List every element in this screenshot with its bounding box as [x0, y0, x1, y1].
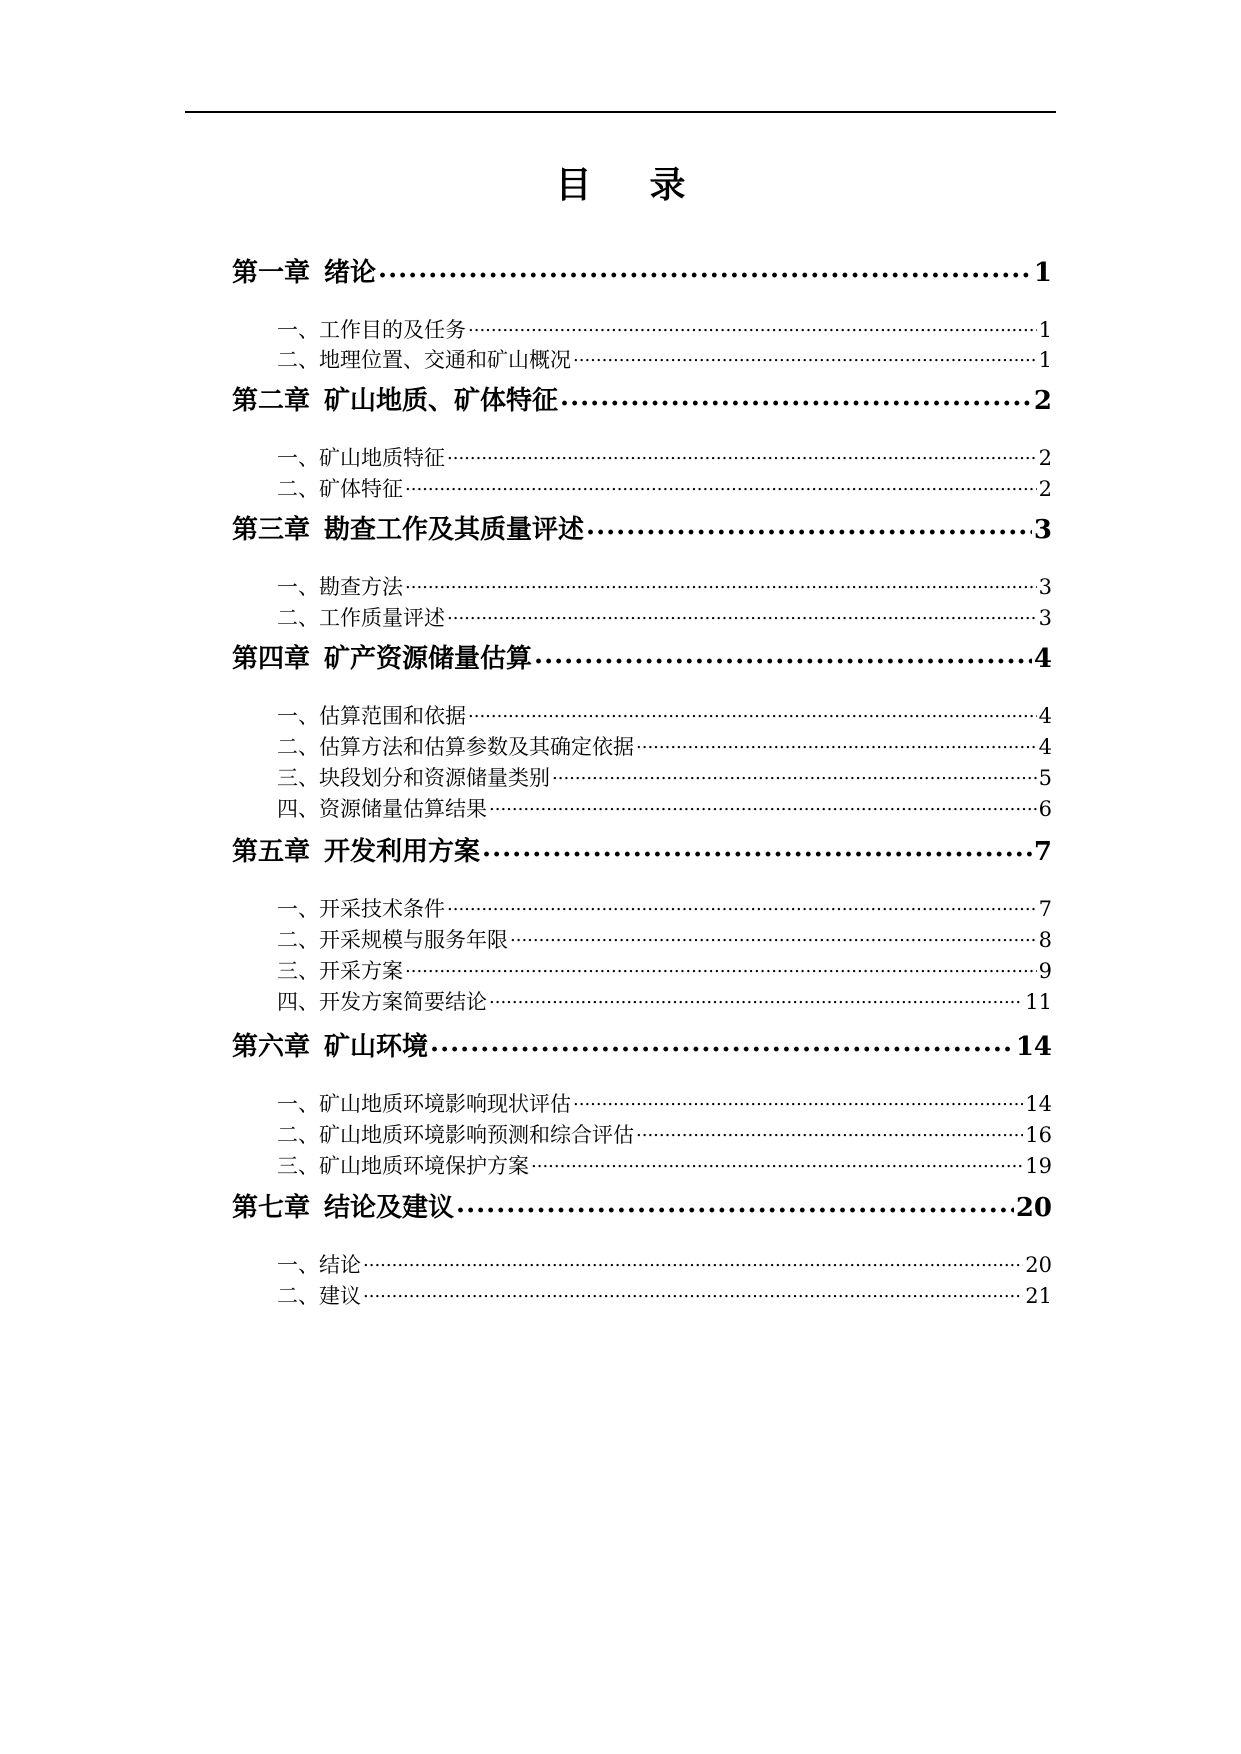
toc-dot-leader — [489, 795, 1037, 816]
toc-section-label: 二、估算方法和估算参数及其确定依据 — [277, 735, 634, 759]
toc-dot-leader — [531, 1152, 1023, 1173]
toc-section-label: 二、开采规模与服务年限 — [277, 928, 508, 952]
toc-section-entry[interactable] — [277, 1120, 1052, 1150]
toc-dot-leader — [378, 255, 1032, 281]
toc-dot-leader — [573, 346, 1037, 367]
toc-section-page-number: 3 — [1038, 606, 1052, 630]
toc-chapter-page-number: 4 — [1033, 644, 1052, 674]
toc-chapter-number: 第一章 — [232, 258, 311, 288]
toc-section-label: 二、建议 — [277, 1284, 361, 1308]
toc-dot-leader — [489, 988, 1023, 1009]
page-title-char-2: 录 — [649, 164, 686, 206]
toc-section-label: 一、矿山地质环境影响现状评估 — [277, 1092, 571, 1116]
toc-chapter-page-number: 3 — [1033, 515, 1052, 545]
toc-section-page-number: 20 — [1025, 1253, 1052, 1277]
toc-section-label: 一、勘查方法 — [277, 575, 403, 599]
toc-chapter-number: 第六章 — [232, 1032, 311, 1062]
toc-dot-leader — [447, 604, 1037, 625]
toc-dot-leader — [405, 573, 1037, 594]
toc-chapter-label — [232, 1029, 428, 1065]
toc-chapter-page-number: 7 — [1033, 837, 1052, 867]
toc-section-entry[interactable] — [277, 1151, 1052, 1181]
toc-section-entry[interactable] — [277, 732, 1052, 762]
toc-chapter-title: 矿产资源储量估算 — [324, 644, 533, 674]
toc-section-label: 三、矿山地质环境保护方案 — [277, 1154, 529, 1178]
toc-section-label: 三、块段划分和资源储量类别 — [277, 766, 550, 790]
toc-chapter-title: 矿山环境 — [324, 1032, 429, 1062]
toc-section-page-number: 1 — [1038, 318, 1052, 342]
toc-dot-leader — [636, 1121, 1023, 1142]
toc-section-entry[interactable] — [277, 987, 1052, 1017]
toc-chapter-page-number: 2 — [1033, 386, 1052, 416]
toc-section-page-number: 19 — [1025, 1154, 1052, 1178]
toc-chapter-number: 第四章 — [232, 644, 311, 674]
toc-section-page-number: 14 — [1025, 1092, 1052, 1116]
toc-dot-leader — [560, 383, 1032, 409]
toc-section-label: 二、矿山地质环境影响预测和综合评估 — [277, 1123, 634, 1147]
toc-chapter-page-number: 14 — [1015, 1032, 1052, 1062]
toc-dot-leader — [468, 316, 1037, 337]
toc-dot-leader — [405, 957, 1037, 978]
toc-section-entry[interactable] — [277, 1089, 1052, 1119]
toc-section-page-number: 21 — [1025, 1284, 1052, 1308]
toc-section-entry[interactable] — [277, 315, 1052, 345]
toc-chapter-label — [232, 512, 584, 548]
toc-section-page-number: 9 — [1038, 959, 1052, 983]
toc-section-label: 二、工作质量评述 — [277, 606, 445, 630]
toc-dot-leader — [482, 834, 1032, 860]
toc-chapter-label — [232, 834, 480, 870]
toc-section-page-number: 5 — [1038, 766, 1052, 790]
toc-chapter-number: 第三章 — [232, 515, 311, 545]
toc-section-entry[interactable] — [277, 1250, 1052, 1280]
toc-chapter-entry[interactable] — [232, 383, 1052, 419]
toc-section-entry[interactable] — [277, 474, 1052, 504]
toc-dot-leader — [363, 1282, 1023, 1303]
toc-section-entry[interactable] — [277, 1281, 1052, 1311]
toc-chapter-title: 结论及建议 — [324, 1193, 455, 1223]
toc-section-entry[interactable] — [277, 925, 1052, 955]
toc-dot-leader — [510, 926, 1037, 947]
toc-section-label: 一、结论 — [277, 1253, 361, 1277]
toc-chapter-entry[interactable] — [232, 255, 1052, 291]
toc-section-label: 二、矿体特征 — [277, 477, 403, 501]
toc-section-entry[interactable] — [277, 443, 1052, 473]
toc-chapter-title: 矿山地质、矿体特征 — [324, 386, 559, 416]
toc-dot-leader — [447, 444, 1037, 465]
toc-section-label: 二、地理位置、交通和矿山概况 — [277, 348, 571, 372]
toc-dot-leader — [468, 702, 1037, 723]
toc-section-entry[interactable] — [277, 572, 1052, 602]
toc-dot-leader — [636, 733, 1037, 754]
toc-section-page-number: 1 — [1038, 348, 1052, 372]
page-title-char-1: 目 — [555, 164, 592, 206]
toc-section-entry[interactable] — [277, 345, 1052, 375]
page-title — [0, 160, 1241, 210]
toc-chapter-label — [232, 255, 376, 291]
toc-section-entry[interactable] — [277, 763, 1052, 793]
toc-section-page-number: 16 — [1025, 1123, 1052, 1147]
toc-dot-leader — [552, 764, 1037, 785]
toc-section-page-number: 11 — [1025, 990, 1052, 1014]
toc-chapter-label — [232, 1190, 454, 1226]
toc-section-entry[interactable] — [277, 701, 1052, 731]
toc-chapter-page-number: 20 — [1015, 1193, 1052, 1223]
toc-section-page-number: 3 — [1038, 575, 1052, 599]
toc-section-label: 三、开采方案 — [277, 959, 403, 983]
toc-dot-leader — [456, 1190, 1014, 1216]
toc-section-label: 四、开发方案简要结论 — [277, 990, 487, 1014]
toc-chapter-entry[interactable] — [232, 512, 1052, 548]
toc-dot-leader — [447, 895, 1037, 916]
toc-chapter-page-number: 1 — [1033, 258, 1052, 288]
toc-chapter-title: 绪论 — [324, 258, 377, 288]
toc-dot-leader — [363, 1251, 1023, 1272]
toc-chapter-entry[interactable] — [232, 834, 1052, 870]
toc-dot-leader — [586, 512, 1032, 538]
toc-section-page-number: 6 — [1038, 797, 1052, 821]
toc-chapter-number: 第二章 — [232, 386, 311, 416]
toc-chapter-entry[interactable] — [232, 1190, 1052, 1226]
toc-section-entry[interactable] — [277, 603, 1052, 633]
toc-section-entry[interactable] — [277, 956, 1052, 986]
toc-dot-leader — [430, 1029, 1014, 1055]
toc-chapter-entry[interactable] — [232, 641, 1052, 677]
toc-chapter-title: 开发利用方案 — [324, 837, 481, 867]
toc-section-label: 一、开采技术条件 — [277, 897, 445, 921]
toc-section-page-number: 2 — [1038, 477, 1052, 501]
toc-section-label: 一、估算范围和依据 — [277, 704, 466, 728]
toc-section-label: 一、工作目的及任务 — [277, 318, 466, 342]
toc-section-page-number: 8 — [1038, 928, 1052, 952]
toc-chapter-label — [232, 641, 532, 677]
toc-section-page-number: 7 — [1038, 897, 1052, 921]
toc-section-page-number: 4 — [1038, 735, 1052, 759]
toc-chapter-number: 第五章 — [232, 837, 311, 867]
toc-section-label: 四、资源储量估算结果 — [277, 797, 487, 821]
toc-chapter-label — [232, 383, 558, 419]
toc-dot-leader — [405, 475, 1037, 496]
toc-section-page-number: 4 — [1038, 704, 1052, 728]
toc-section-page-number: 2 — [1038, 446, 1052, 470]
toc-section-label: 一、矿山地质特征 — [277, 446, 445, 470]
toc-chapter-title: 勘查工作及其质量评述 — [324, 515, 585, 545]
toc-dot-leader — [534, 641, 1032, 667]
toc-dot-leader — [573, 1090, 1023, 1111]
toc-section-entry[interactable] — [277, 894, 1052, 924]
toc-section-entry[interactable] — [277, 794, 1052, 824]
header-rule — [185, 111, 1056, 113]
toc-chapter-entry[interactable] — [232, 1029, 1052, 1065]
toc-chapter-number: 第七章 — [232, 1193, 311, 1223]
